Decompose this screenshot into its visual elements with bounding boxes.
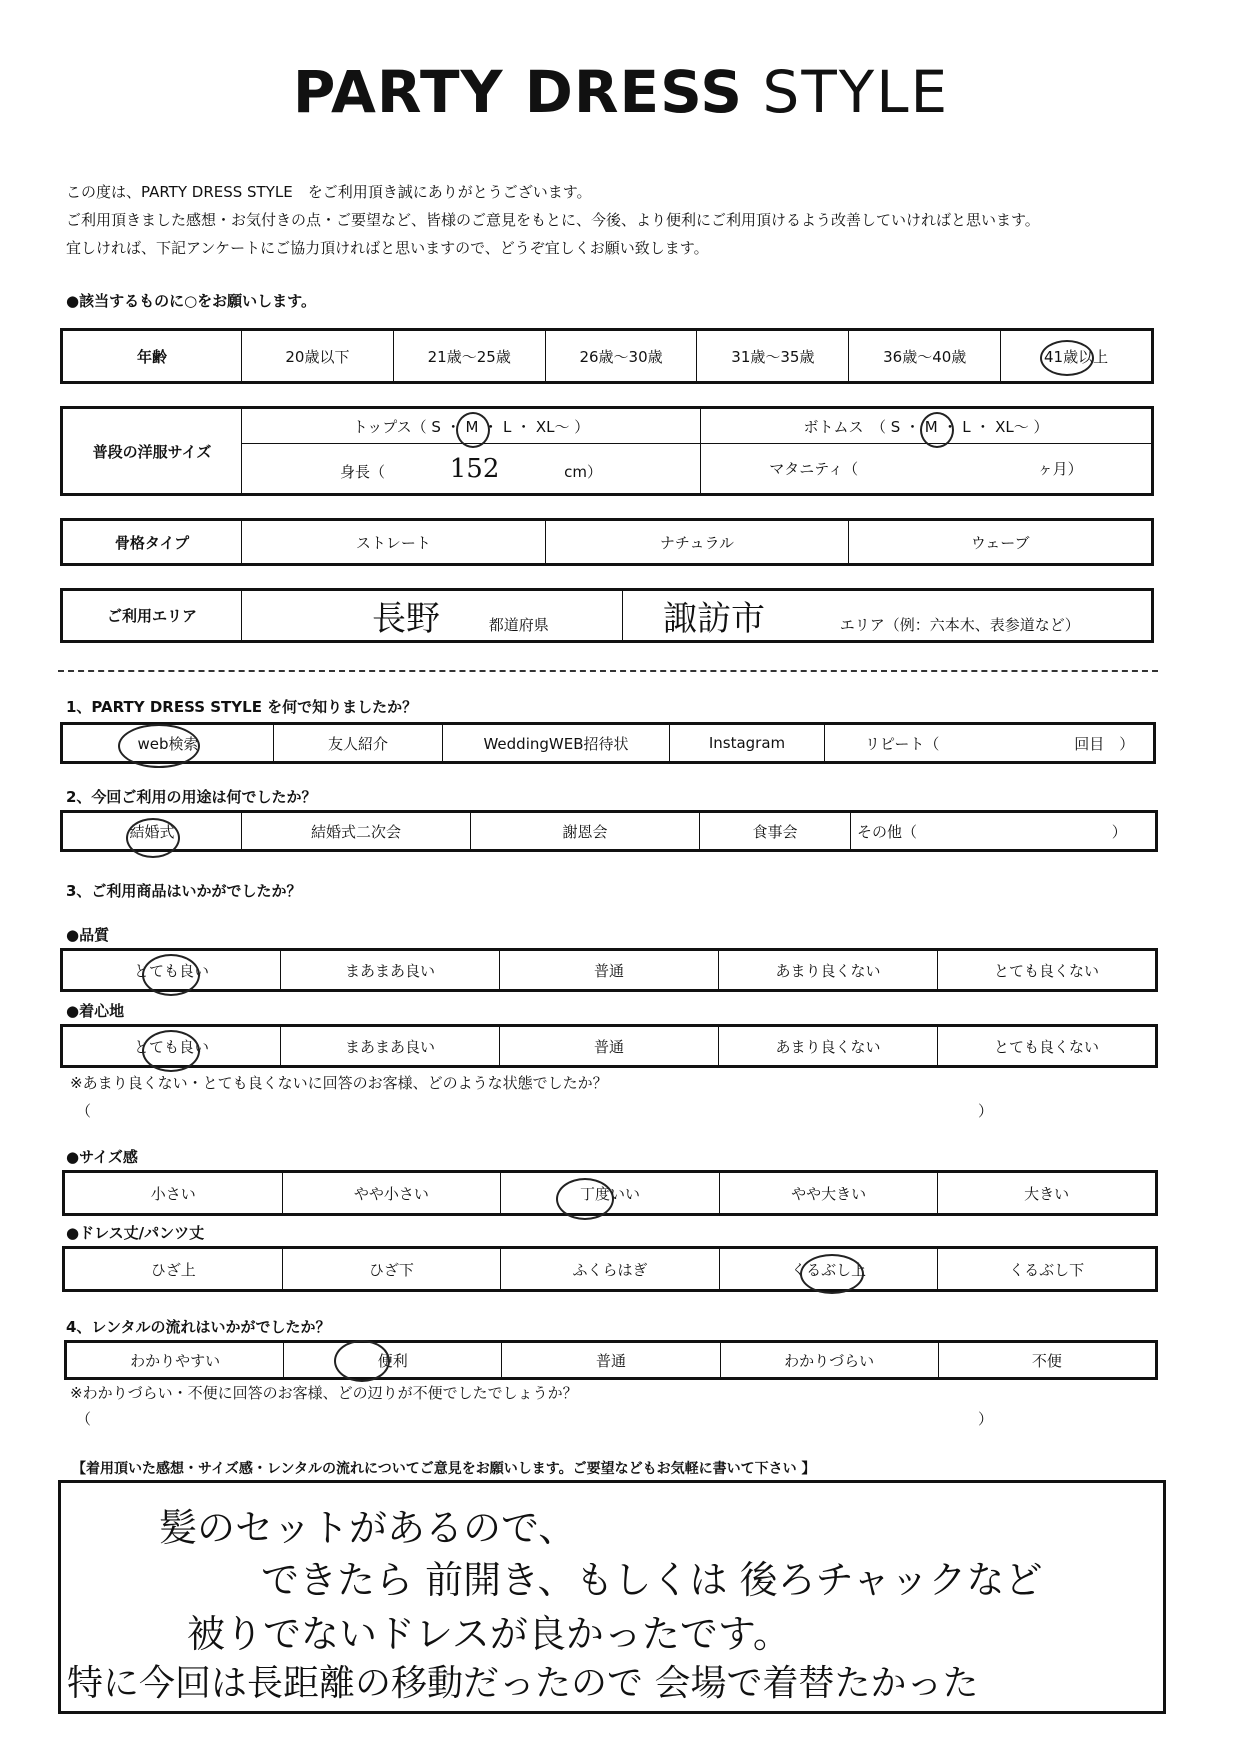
comfort-paren-close: ） bbox=[978, 1102, 994, 1120]
q4-note: ※わかりづらい・不便に回答のお客様、どの辺りが不便でしたでしょうか？ bbox=[70, 1384, 578, 1402]
size-feel-option[interactable]: 小さい bbox=[64, 1172, 283, 1215]
prefecture-value: 長野 bbox=[372, 599, 440, 639]
quality-option[interactable]: 普通 bbox=[500, 950, 719, 991]
q4-option[interactable]: 不便 bbox=[938, 1342, 1156, 1379]
size-feel-table bbox=[62, 1170, 1158, 1216]
height-prefix: 身長（ bbox=[339, 462, 385, 481]
length-option[interactable]: くるぶし下 bbox=[938, 1248, 1157, 1291]
q4-option[interactable]: 普通 bbox=[502, 1342, 720, 1379]
intro-line: 宜しければ、下記アンケートにご協力頂ければと思いますので、どうぞ宜しくお願い致します。 bbox=[66, 239, 709, 257]
q1-option[interactable]: Instagram bbox=[670, 724, 825, 763]
brand-title-thin: STYLE bbox=[762, 58, 950, 126]
intro-line: この度は、PARTY DRESS STYLE をご利用頂き誠にありがとうございます。 bbox=[66, 183, 592, 201]
prefecture-label: 都道府県 bbox=[488, 616, 549, 634]
q4-paren-open: （ bbox=[76, 1410, 92, 1428]
length-option[interactable]: ふくらはぎ bbox=[501, 1248, 720, 1291]
q2-other[interactable] bbox=[851, 812, 1157, 851]
frame-table bbox=[60, 518, 1154, 566]
comfort-option[interactable]: まあまあ良い bbox=[281, 1026, 500, 1067]
q1-option-selected[interactable]: web検索 bbox=[62, 724, 274, 763]
comment-line: 特に今回は長距離の移動だったので 会場で着替たかった bbox=[67, 1663, 979, 1704]
age-option[interactable]: 36歳～40歳 bbox=[849, 330, 1001, 383]
city-field[interactable] bbox=[623, 590, 1153, 642]
q2-table bbox=[60, 810, 1158, 852]
age-option[interactable]: 20歳以下 bbox=[242, 330, 394, 383]
age-option-selected[interactable]: 41歳以上 bbox=[1001, 330, 1153, 383]
age-option[interactable]: 26歳～30歳 bbox=[545, 330, 697, 383]
quality-option-selected[interactable]: とても良い bbox=[62, 950, 281, 991]
size-feel-option[interactable]: やや大きい bbox=[719, 1172, 938, 1215]
height-field[interactable] bbox=[242, 444, 701, 495]
length-option-selected[interactable]: くるぶし上 bbox=[719, 1248, 938, 1291]
select-heading: ●該当するものに○をお願いします。 bbox=[66, 292, 316, 310]
q2-other-label: その他（ bbox=[857, 822, 918, 841]
comfort-label: ●着心地 bbox=[66, 1002, 125, 1020]
maternity-suffix: ヶ月） bbox=[1037, 460, 1083, 479]
section-divider bbox=[58, 670, 1158, 672]
q4-title: 4、レンタルの流れはいかがでしたか？ bbox=[66, 1318, 331, 1336]
age-option[interactable]: 21歳～25歳 bbox=[393, 330, 545, 383]
q1-repeat-label: リピート（ bbox=[865, 734, 940, 753]
frame-option[interactable]: ウェーブ bbox=[849, 520, 1153, 565]
comfort-option[interactable]: あまり良くない bbox=[719, 1026, 938, 1067]
maternity-field[interactable] bbox=[701, 444, 1153, 495]
q4-option[interactable]: わかりづらい bbox=[720, 1342, 938, 1379]
q1-repeat-count: 回目 ） bbox=[1074, 734, 1135, 753]
comfort-option[interactable]: とても良くない bbox=[938, 1026, 1157, 1067]
size-feel-option-selected[interactable]: 丁度いい bbox=[501, 1172, 720, 1215]
q1-repeat[interactable] bbox=[825, 724, 1155, 763]
q2-option-selected[interactable]: 結婚式 bbox=[62, 812, 242, 851]
frame-option[interactable]: ナチュラル bbox=[545, 520, 849, 565]
comfort-option[interactable]: 普通 bbox=[500, 1026, 719, 1067]
tops-size[interactable]: トップス（ S ・ M ・ L ・ XL～ ） bbox=[242, 408, 701, 444]
area-example-label: エリア（例：六本木、表参道など） bbox=[839, 616, 1080, 634]
area-table bbox=[60, 588, 1154, 643]
q4-table bbox=[64, 1340, 1158, 1380]
quality-option[interactable]: とても良くない bbox=[938, 950, 1157, 991]
height-suffix: cm） bbox=[564, 462, 603, 481]
size-table bbox=[60, 406, 1154, 496]
maternity-prefix: マタニティ（ bbox=[769, 460, 859, 479]
height-value: 152 bbox=[449, 453, 500, 484]
age-option[interactable]: 31歳～35歳 bbox=[697, 330, 849, 383]
size-feel-option[interactable]: 大きい bbox=[938, 1172, 1157, 1215]
q3-title: 3、ご利用商品はいかがでしたか？ bbox=[66, 882, 302, 900]
comfort-table bbox=[60, 1024, 1158, 1068]
q1-option[interactable]: 友人紹介 bbox=[274, 724, 443, 763]
q1-title: 1、PARTY DRESS STYLE を何で知りましたか？ bbox=[66, 698, 418, 716]
age-label: 年齢 bbox=[62, 330, 242, 383]
quality-label: ●品質 bbox=[66, 926, 110, 944]
size-label: 普段の洋服サイズ bbox=[62, 408, 242, 495]
intro-text bbox=[66, 178, 1040, 262]
q2-option[interactable]: 結婚式二次会 bbox=[242, 812, 471, 851]
q4-paren-close: ） bbox=[978, 1410, 994, 1428]
prefecture-field[interactable] bbox=[242, 590, 623, 642]
q1-table bbox=[60, 722, 1156, 764]
length-table bbox=[62, 1246, 1158, 1292]
size-feel-option[interactable]: やや小さい bbox=[282, 1172, 501, 1215]
comment-line: 髪のセットがあるので、 bbox=[159, 1506, 577, 1550]
length-option[interactable]: ひざ下 bbox=[282, 1248, 501, 1291]
comment-heading: 【着用頂いた感想・サイズ感・レンタルの流れについてご意見をお願いします。ご要望などもお気軽に書いて下さい 】 bbox=[72, 1461, 816, 1477]
comfort-option-selected[interactable]: とても良い bbox=[62, 1026, 281, 1067]
quality-table bbox=[60, 948, 1158, 992]
brand-title bbox=[0, 58, 1242, 126]
comment-line: できたら 前開き、もしくは 後ろチャックなど bbox=[261, 1558, 1043, 1602]
bottoms-size[interactable]: ボトムス （ S ・ M ・ L ・ XL～ ） bbox=[701, 408, 1153, 444]
q1-option[interactable]: WeddingWEB招待状 bbox=[443, 724, 670, 763]
comment-box[interactable] bbox=[58, 1480, 1166, 1714]
q2-option[interactable]: 食事会 bbox=[700, 812, 851, 851]
city-value: 諏訪市 bbox=[663, 599, 765, 639]
age-table bbox=[60, 328, 1154, 384]
q2-other-close: ） bbox=[1111, 822, 1127, 841]
size-feel-label: ●サイズ感 bbox=[66, 1148, 138, 1166]
comfort-paren-open: （ bbox=[76, 1102, 92, 1120]
frame-label: 骨格タイプ bbox=[62, 520, 242, 565]
intro-line: ご利用頂きました感想・お気付きの点・ご要望など、皆様のご意見をもとに、今後、より便利にご利用頂けるよう改善していければと思います。 bbox=[66, 211, 1040, 229]
comfort-note: ※あまり良くない・とても良くないに回答のお客様、どのような状態でしたか？ bbox=[70, 1074, 608, 1092]
length-option[interactable]: ひざ上 bbox=[64, 1248, 283, 1291]
area-label: ご利用エリア bbox=[62, 590, 242, 642]
frame-option[interactable]: ストレート bbox=[242, 520, 546, 565]
q2-title: 2、今回ご利用の用途は何でしたか？ bbox=[66, 788, 317, 806]
length-label: ●ドレス丈/パンツ丈 bbox=[66, 1224, 205, 1242]
brand-title-bold: PARTY DRESS bbox=[292, 58, 744, 126]
quality-option[interactable]: まあまあ良い bbox=[281, 950, 500, 991]
comment-line: 被りでないドレスが良かったです。 bbox=[187, 1612, 791, 1656]
q4-option[interactable]: わかりやすい bbox=[66, 1342, 284, 1379]
q2-option[interactable]: 謝恩会 bbox=[471, 812, 700, 851]
q4-option-selected[interactable]: 便利 bbox=[284, 1342, 502, 1379]
quality-option[interactable]: あまり良くない bbox=[719, 950, 938, 991]
